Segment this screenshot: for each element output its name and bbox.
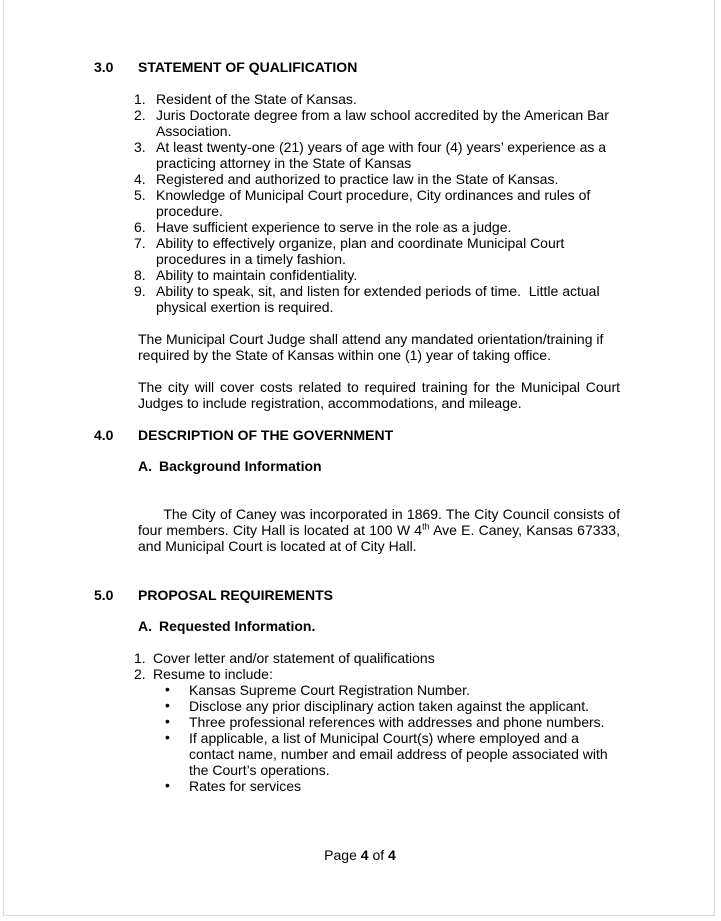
page-label: Page — [324, 847, 361, 863]
bullet-icon: • — [165, 777, 170, 793]
requested-information-list — [134, 650, 620, 794]
list-marker: 7. — [134, 235, 146, 251]
list-marker: 6. — [134, 219, 146, 235]
list-item — [134, 91, 620, 107]
list-marker: 9. — [134, 283, 146, 299]
bullet-icon: • — [165, 713, 170, 729]
bullet-text: If applicable, a list of Municipal Court(s) where employed and a contact name, number and email address of people associated with the Court’s operations. — [189, 730, 612, 778]
list-item-text: At least twenty-one (21) years of age with four (4) years’ experience as a practicing attorney in the State of Kansas — [156, 139, 610, 171]
list-item — [134, 650, 620, 666]
list-item-text: Resume to include: — [153, 666, 273, 682]
subsection-background-information — [138, 458, 620, 474]
list-item-text: Have sufficient experience to serve in the role as a judge. — [156, 219, 512, 235]
list-marker: 2. — [134, 666, 146, 682]
list-marker: 3. — [134, 139, 146, 155]
bullet-item — [138, 682, 620, 698]
list-item-text: Ability to effectively organize, plan and coordinate Municipal Court procedures in a timely fashion. — [156, 235, 569, 267]
bullet-item — [138, 698, 620, 714]
subsection-requested-information — [138, 618, 620, 634]
of-label: of — [368, 847, 389, 863]
paragraph-costs: The city will cover costs related to required training for the Municipal Court Judges to include registration, accommodations, and mileage. — [138, 379, 624, 411]
list-item-text: Registered and authorized to practice law in the State of Kansas. — [156, 171, 559, 187]
section-number: 3.0 — [94, 59, 114, 75]
section-title: PROPOSAL REQUIREMENTS — [138, 587, 333, 603]
section-heading-3 — [94, 59, 620, 75]
list-item-text: Juris Doctorate degree from a law school accredited by the American Bar Association. — [156, 107, 613, 139]
section-number: 4.0 — [94, 427, 114, 443]
bullet-text: Rates for services — [189, 778, 302, 794]
list-item-text: Ability to maintain confidentiality. — [156, 267, 358, 283]
paragraph-training: The Municipal Court Judge shall attend any mandated orientation/training if required by the State of Kansas within one (1) year of taking office. — [138, 331, 608, 363]
list-marker: 8. — [134, 267, 146, 283]
subsection-title: Background Information — [159, 458, 322, 474]
document-page — [3, 0, 715, 916]
section-number: 5.0 — [94, 587, 114, 603]
bullet-text: Disclose any prior disciplinary action taken against the applicant. — [189, 698, 589, 714]
bullet-icon: • — [165, 697, 170, 713]
section-heading-4 — [94, 427, 620, 443]
bullet-text: Three professional references with addresses and phone numbers. — [189, 714, 605, 730]
list-item-text: Ability to speak, sit, and listen for extended periods of time. Little actual physical exertion is required. — [156, 283, 604, 315]
list-marker: 5. — [134, 187, 146, 203]
list-item — [134, 235, 620, 267]
list-item-text: Knowledge of Municipal Court procedure, City ordinances and rules of procedure. — [156, 187, 595, 219]
list-item — [134, 107, 620, 139]
list-item — [134, 139, 620, 171]
subsection-label: A. — [138, 618, 152, 634]
list-item — [134, 267, 620, 283]
bullet-icon: • — [165, 729, 170, 745]
qualification-list — [134, 91, 620, 315]
page-number: 4 — [360, 847, 369, 863]
document-content — [94, 0, 624, 794]
bullet-icon: • — [165, 681, 170, 697]
list-marker: 1. — [134, 650, 146, 666]
paragraph-text: The City of Caney was incorporated in 1869. The City Council consists of four members. City Hall is located at 100 W 4 — [138, 506, 624, 538]
list-marker: 4. — [134, 171, 146, 187]
paragraph-text: Ave E. Caney, Kansas 67333, and Municipal Court is located at of City Hall. — [138, 522, 624, 554]
bullet-item — [138, 730, 620, 778]
list-item — [134, 219, 620, 235]
page-footer — [4, 847, 716, 863]
total-pages: 4 — [388, 847, 396, 863]
bullet-text: Kansas Supreme Court Registration Number. — [189, 682, 470, 698]
subsection-label: A. — [138, 458, 152, 474]
subsection-title: Requested Information. — [159, 618, 316, 634]
list-item — [134, 187, 620, 219]
bullet-item — [138, 778, 620, 794]
list-item — [134, 666, 620, 682]
section-heading-5 — [94, 587, 620, 603]
list-item-text: Resident of the State of Kansas. — [156, 91, 357, 107]
bullet-item — [138, 714, 620, 730]
paragraph-background — [138, 490, 624, 570]
section-title: DESCRIPTION OF THE GOVERNMENT — [138, 427, 394, 443]
list-marker: 1. — [134, 91, 146, 107]
list-marker: 2. — [134, 107, 146, 123]
ordinal-superscript: th — [422, 521, 430, 532]
list-item — [134, 171, 620, 187]
section-title: STATEMENT OF QUALIFICATION — [138, 59, 358, 75]
list-item — [134, 283, 620, 315]
list-item-text: Cover letter and/or statement of qualifications — [153, 650, 435, 666]
